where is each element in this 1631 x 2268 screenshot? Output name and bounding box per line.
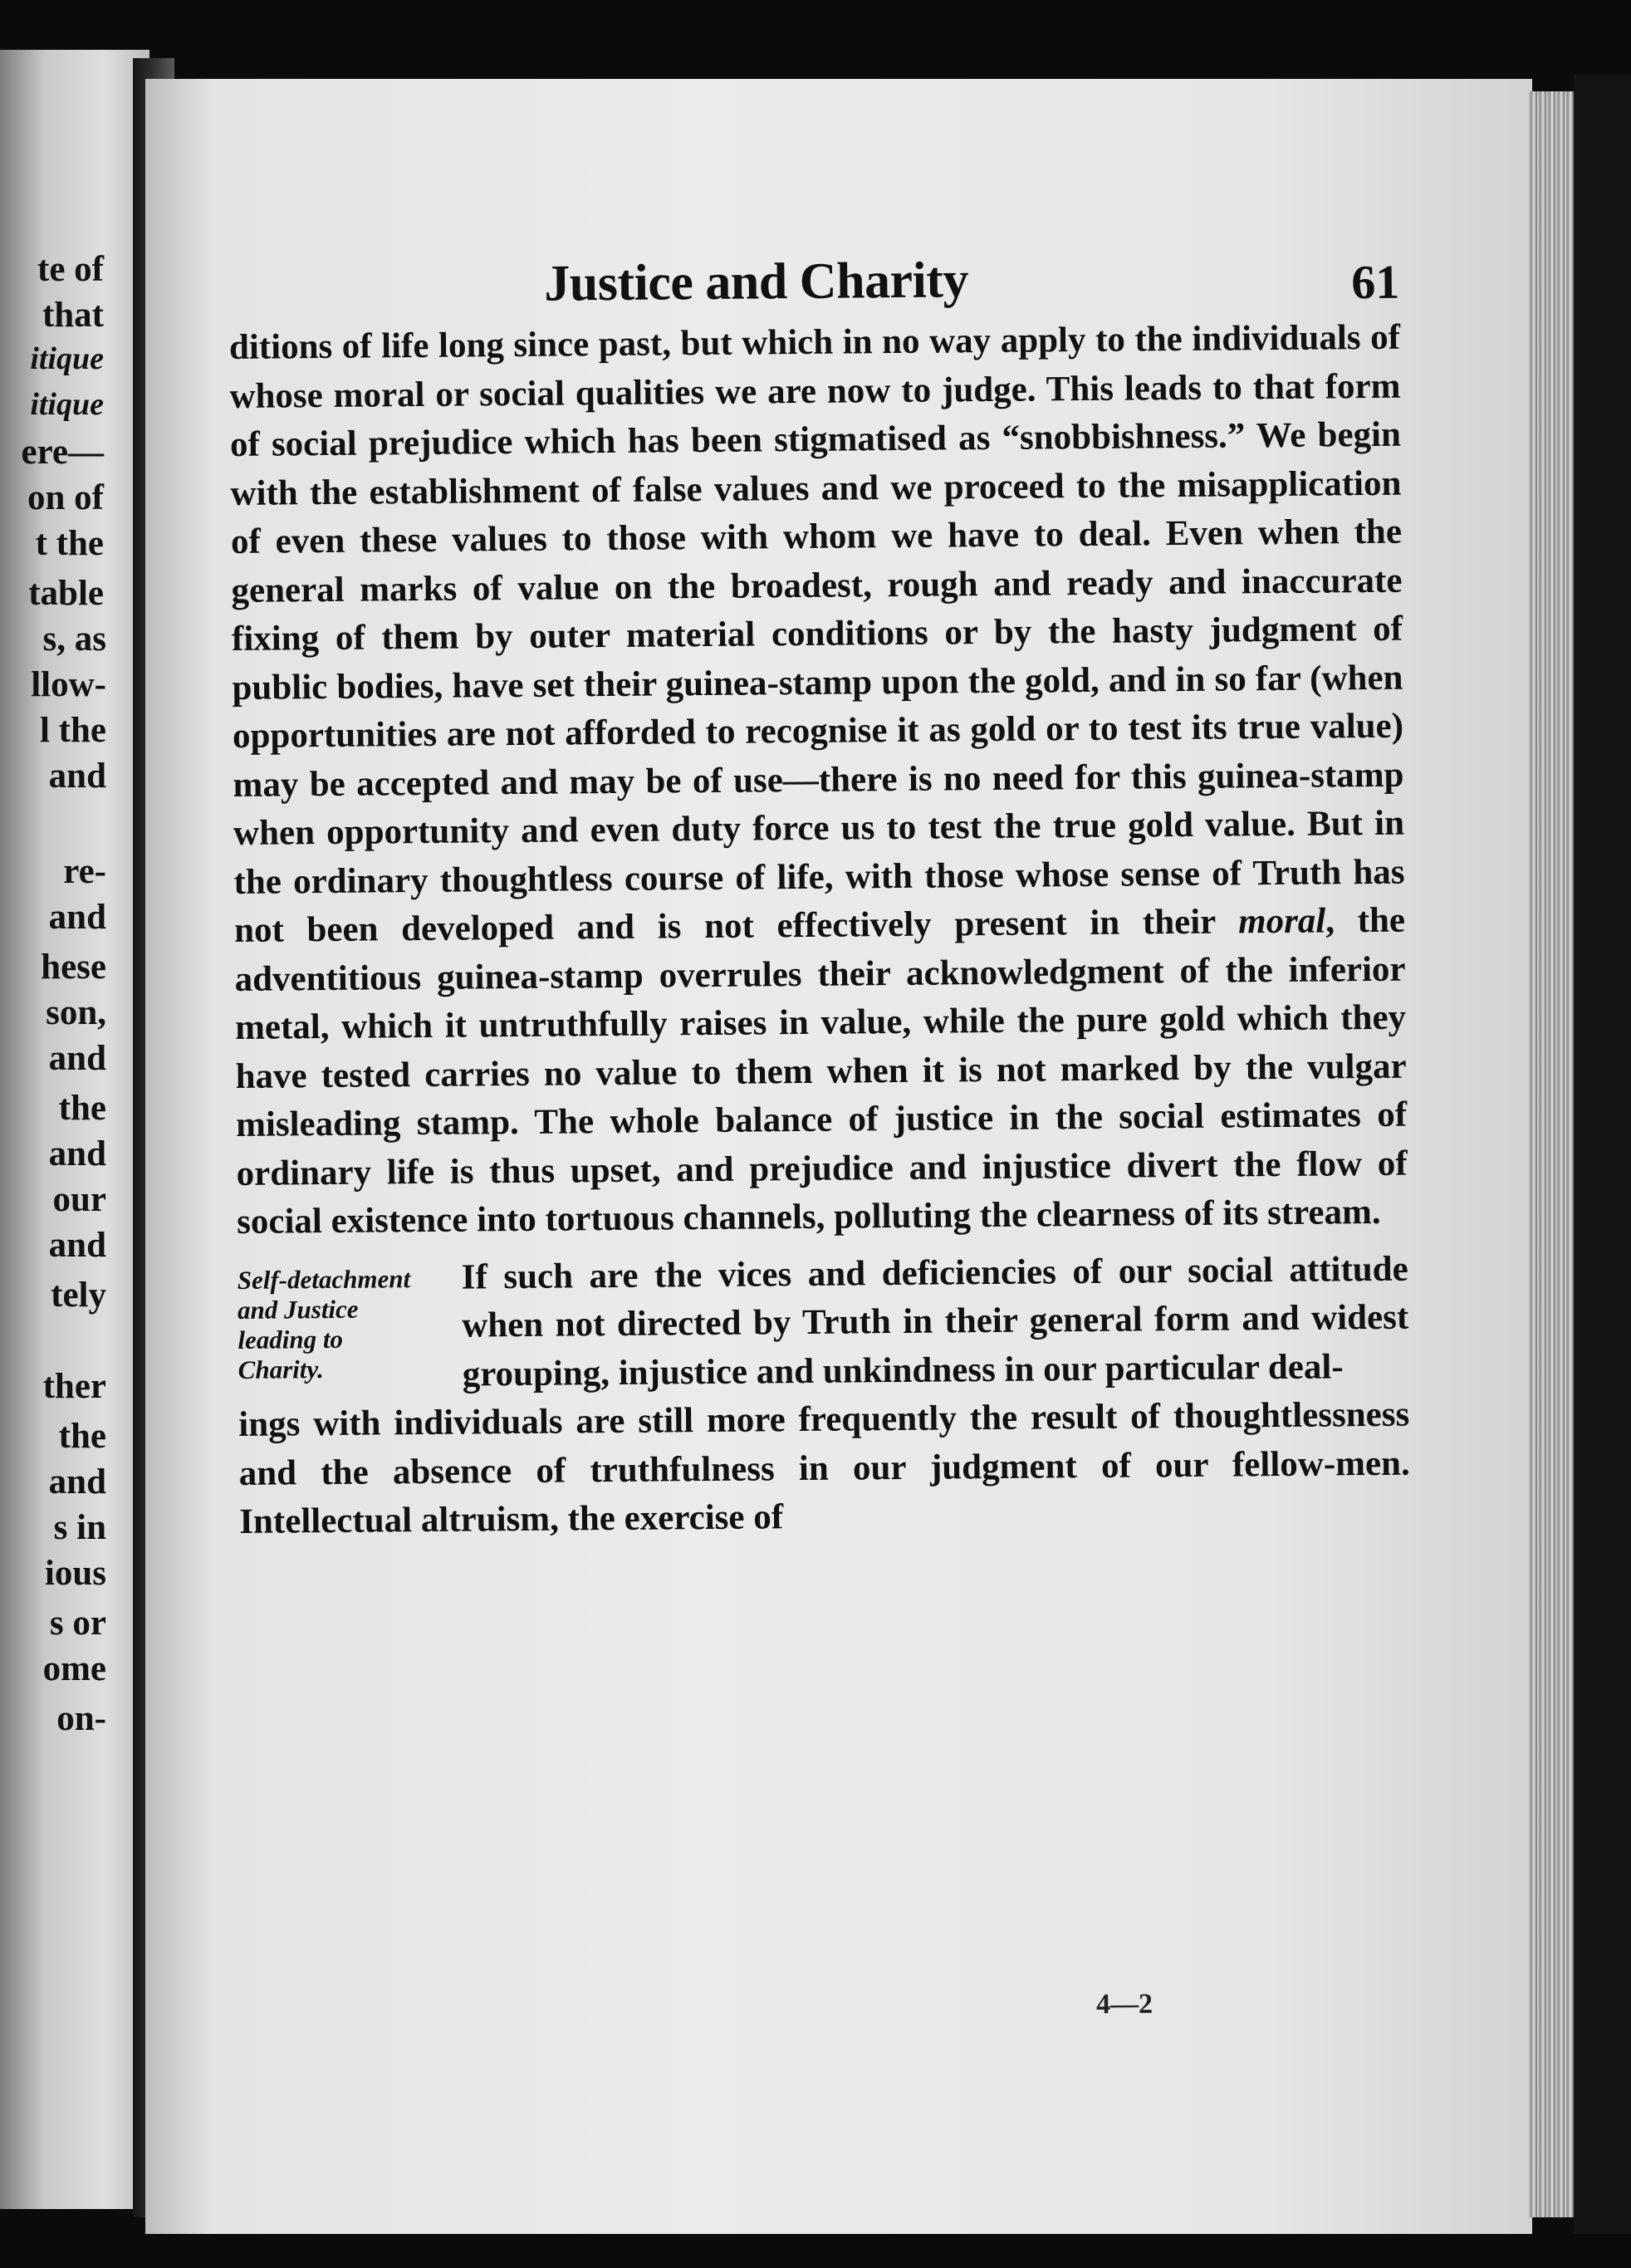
previous-page-line: and — [48, 898, 106, 937]
scan-border — [1574, 75, 1631, 2234]
previous-page-line: hese — [41, 948, 106, 987]
page-number: 61 — [1351, 254, 1400, 310]
previous-page-line: s or — [49, 1604, 106, 1643]
previous-page-line: on- — [56, 1699, 106, 1738]
previous-page-line: s in — [53, 1508, 106, 1547]
previous-page-line: and — [48, 757, 106, 796]
previous-page-line: and — [48, 1462, 106, 1501]
previous-page-line: llow- — [31, 665, 106, 704]
previous-page-line: re- — [63, 852, 106, 891]
previous-page-line: our — [52, 1180, 106, 1219]
previous-page-line: te of — [37, 250, 104, 289]
previous-page-line: t the — [35, 524, 104, 563]
previous-page-line: and — [48, 1134, 106, 1173]
paragraph-with-sidenote — [237, 1245, 1410, 1546]
page-header — [228, 247, 1400, 357]
page-edge-texture — [1528, 91, 1574, 2217]
previous-page-line: ome — [42, 1649, 106, 1688]
previous-page-line: itique — [30, 387, 104, 422]
page-content — [228, 247, 1410, 1547]
previous-page-line: the — [58, 1417, 106, 1456]
paragraph-text: ditions of life long since past, but which in no way apply to the individuals of whose moral or social qualities we are now to judge. This leads to that form of social prejudice which has been stigmatised as “snobbishness.” We begin with the establishment of false values and we proceed to the misapplication of even these values to those with whom we have to deal. Even when the general marks of value on the broadest, rough and ready and inaccurate fixing of them by outer material conditions or by the hasty judgment of public bodies, have set their guinea-stamp upon the gold, and in so far (when opportunities are not afforded to recognise it as gold or to test its true value) may be accepted and may be of use—there is no need for this guinea-stamp when opportunity and even duty force us to test the true gold value. But in the ordinary thoughtless course of life, with those whose sense of Truth has not been developed and is not effectively present in their — [228, 317, 1405, 950]
signature-mark: 4—2 — [1095, 1988, 1153, 2021]
previous-page-line: on of — [27, 478, 104, 517]
previous-page-line: tely — [51, 1276, 106, 1315]
previous-page-line: that — [42, 296, 104, 335]
previous-page-fragment — [0, 50, 149, 2209]
previous-page-line: ious — [44, 1554, 106, 1593]
previous-page-line: table — [28, 574, 104, 613]
running-head: Justice and Charity — [543, 252, 969, 312]
previous-page-line: ere— — [21, 433, 104, 472]
previous-page-line: and — [48, 1226, 106, 1265]
previous-page-line: the — [58, 1089, 106, 1128]
previous-page-line: s, as — [42, 620, 106, 659]
previous-page-line: l the — [39, 711, 106, 750]
paragraph-continued — [229, 314, 1408, 1247]
paragraph-text: , the adventitious guinea-stamp overrules their acknowledgment of the inferior metal, which it untruthfully raises in value, while the pure gold which they have tested carries no value to them when it is not marked by the vulgar misleading stamp. The whole balance of justice in the social estimates of ordinary life is thus upset, and prejudice and injustice divert the flow of social existence into tortuous channels, polluting the clearness of its stream. — [234, 900, 1408, 1242]
paragraph-beside-sidenote: If such are the vices and deficiencies of our social attitude when not directed by Truth in their general form and widest grouping, injustice and unkindness in our particular deal- — [461, 1249, 1409, 1394]
previous-page-line: and — [48, 1039, 106, 1078]
previous-page-line: ther — [42, 1367, 106, 1406]
marginal-sidenote: Self-detachment and Justice leading to Charity. — [237, 1263, 411, 1384]
book-page — [145, 79, 1532, 2234]
italic-word: moral — [1237, 901, 1326, 942]
paragraph-continuation: ings with individuals are still more frequently the result of thoughtlessness and the absence of truthfulness in our judgment of our fellow-men. Intellectual altruism, the exercise of — [238, 1394, 1410, 1541]
previous-page-line: son, — [46, 993, 106, 1032]
previous-page-line: itique — [30, 341, 104, 376]
